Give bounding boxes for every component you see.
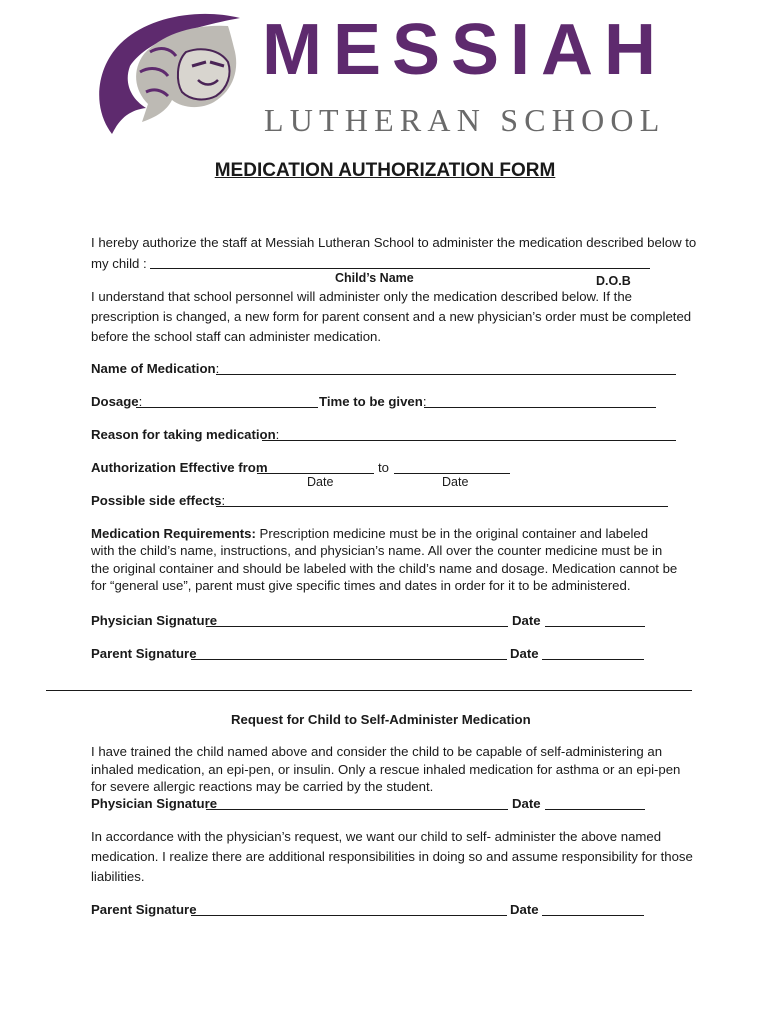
side-effects-label: Possible side effects [91,493,222,508]
medication-form-page: MESSIAH LUTHERAN SCHOOL MEDICATION AUTHORIZATION FORM I hereby authorize the staff at Messiah Lutheran School to administer the medication described below to my child : Child’s Name D.O.B I understand that school personnel will administer only the medication described below. If the prescription is changed, a new form for parent consent and a new physician’s order must be completed before the school staff can administer medication. Name of Medication: Dosage: Time to be given: Reason for taking medication: Authorization Effective from to Date Date Possible side effects: Medication Requirements: Prescription medicine must be in the original container and labeled with the child’s name, instructions, and physician’s name. All over the counter medicine must be in the original container and should be labeled with the child’s name and dosage. Medication cannot be for “general use”, parent must give specific times and dates in order for it to be administered. Physician Signature Date Parent Signature Date Request for Child to Self-Administer Medication I have trained the child named above and consider the child to be capable of self-administering an inhaled medication, an epi-pen, or insulin. Only a rescue inhaled medication for asthma or an epi-pen for severe allergic reactions may be carried by the student. Physician Signature Date In accordance with the physician’s request, we want our child to self- administer the above named medication. I realize there are additional responsibilities in doing so and assume responsibility for those liabilities. Parent Signature Date [0,0,770,1024]
physician-signature-field[interactable] [206,626,508,627]
medication-name-label: Name of Medication [91,361,216,376]
form-title: MEDICATION AUTHORIZATION FORM [214,160,556,181]
reason-field[interactable] [262,440,676,441]
requirements-line-4: for “general use”, parent must give specific times and dates in order for it to be administered. [91,578,631,593]
self-admin-para2-line2: medication. I realize there are additional responsibilities in doing so and assume responsibility for those [91,849,693,864]
auth-to-date-field[interactable] [394,473,510,474]
self-admin-parent-date-label: Date [510,902,539,917]
parent-signature-field[interactable] [191,659,507,660]
intro-line-1: I hereby authorize the staff at Messiah Lutheran School to administer the medication described below to [91,235,697,250]
requirements-line-2: with the child’s name, instructions, and physician’s name. All over the counter medicine must be in [91,543,663,558]
to-date-caption: Date [442,475,469,489]
auth-from-label: Authorization Effective from [91,460,268,475]
self-admin-physician-signature-field[interactable] [206,809,508,810]
auth-to-label: to [378,460,389,475]
self-admin-parent-date-field[interactable] [542,915,644,916]
time-given-field[interactable] [424,407,656,408]
section-divider [46,690,692,691]
child-name-field[interactable] [150,268,650,269]
reason-label: Reason for taking medication [91,427,276,442]
dob-caption: D.O.B [596,274,631,288]
auth-from-date-field[interactable] [257,473,374,474]
physician-date-field[interactable] [545,626,645,627]
parent-signature-label: Parent Signature [91,646,197,661]
self-admin-para2-line3: liabilities. [91,869,145,884]
self-admin-physician-date-field[interactable] [545,809,645,810]
from-date-caption: Date [307,475,334,489]
self-admin-parent-signature-field[interactable] [191,915,507,916]
lion-head-icon [90,12,260,142]
requirements-line-1: Medication Requirements: Prescription medicine must be in the original container and labeled [91,526,649,541]
self-admin-physician-date-label: Date [512,796,541,811]
self-admin-parent-signature-label: Parent Signature [91,902,197,917]
time-given-label: Time to be given [319,394,423,409]
child-name-caption: Child’s Name [335,271,414,285]
intro-line-2: my child : [91,256,147,271]
school-subname: LUTHERAN SCHOOL [264,102,666,138]
requirements-line-3: the original container and should be labeled with the child’s name and dosage. Medication cannot be [91,561,678,576]
understand-line-1: I understand that school personnel will administer only the medication described below. If the [91,289,632,304]
self-admin-para1-line1: I have trained the child named above and consider the child to be capable of self-administering an [91,744,663,759]
self-admin-heading: Request for Child to Self-Administer Medication [231,712,531,727]
self-admin-physician-signature-label: Physician Signature [91,796,218,811]
understand-line-2: prescription is changed, a new form for parent consent and a new physician’s order must be completed [91,309,692,324]
parent-date-field[interactable] [542,659,644,660]
side-effects-field[interactable] [216,506,668,507]
medication-name-field[interactable] [216,374,676,375]
understand-line-3: before the school staff can administer medication. [91,329,382,344]
self-admin-para1-line2: inhaled medication, an epi-pen, or insulin. Only a rescue inhaled medication for asthma or an epi-pen [91,762,681,777]
dosage-field[interactable] [136,407,318,408]
physician-date-label: Date [512,613,541,628]
parent-date-label: Date [510,646,539,661]
self-admin-para2-line1: In accordance with the physician’s request, we want our child to self- administer the above named [91,829,662,844]
self-admin-para1-line3: for severe allergic reactions may be carried by the student. [91,779,434,794]
physician-signature-label: Physician Signature [91,613,218,628]
school-name: MESSIAH [262,10,668,90]
dosage-label: Dosage [91,394,139,409]
